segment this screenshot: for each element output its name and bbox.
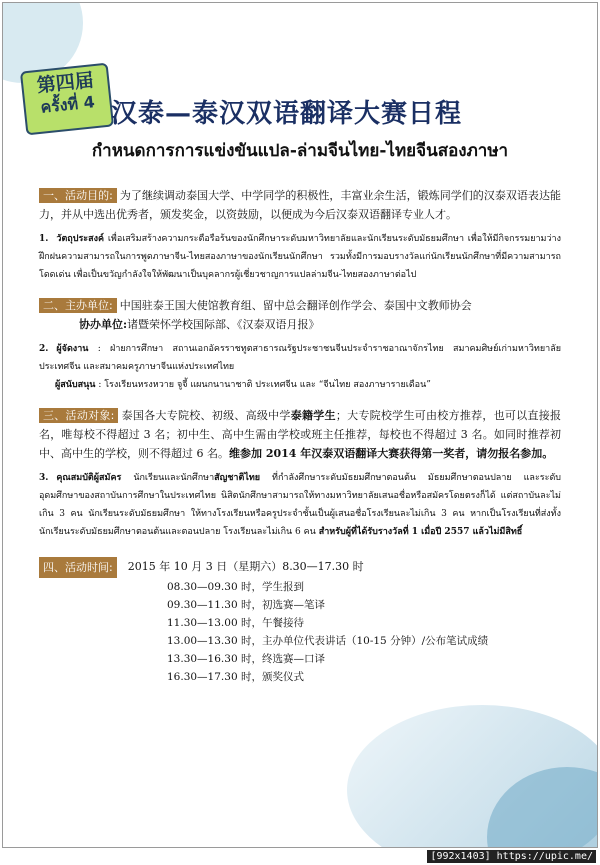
section-participants-zh	[39, 406, 561, 463]
section-label-schedule: 四、活动时间:	[39, 557, 117, 578]
participants-text-a: 泰国各大专院校、初级、高级中学	[121, 409, 291, 422]
section-participants-th	[39, 469, 561, 541]
section-label-participants: 三、活动对象:	[39, 408, 118, 423]
th-heading-eligibility: คุณสมบัติผู้สมัคร	[56, 473, 122, 483]
item-number: 3.	[39, 473, 49, 483]
watermark: [992x1403] https://upic.me/	[427, 850, 596, 863]
th-heading-organizer: ผู้จัดงาน	[56, 344, 89, 354]
co-organizer-label: 协办单位:	[79, 318, 128, 331]
section-organizer-th	[39, 340, 561, 376]
th-heading-purpose: วัตถุประสงค์	[56, 234, 105, 244]
schedule-item: 13.30—16.30 时，终选赛—口译	[167, 653, 325, 665]
th-text-purpose: เพื่อเสริมสร้างความกระตือรือร้นของนักศึกษาระดับมหาวิทยาลัยและนักเรียนระดับมัธยมศึกษา เพื่อให้มีกิจกรรมยามว่าง ฝึกฝนความสามารถในการพูดภาษาจีน-ไทยสองภาษาของนักเรียนนักศึกษา รวมทั้งมีการมอบรางวัลแก่นักเรียนนักศึกษาที่มีความสามารถโดดเด่น เพื่อเป็นขวัญกำลังใจให้พัฒนาเป็นบุคลากรผู้เชี่ยวชาญการแปลล่ามจีน-ไทยสองภาษาต่อไป	[39, 234, 561, 280]
participants-text-c: ；大专院校学生可由校方推荐，也可以直接报名，唯每校不得超过 3 名；初中生、高中生需由学校或班主任推荐，每校也不得超过 3 名。如同时推荐初中、高中生的学校，则不得超过 6 名。	[39, 409, 561, 460]
section-supporter-th	[39, 376, 561, 394]
program-content	[39, 186, 561, 686]
organizer-text: 中国驻泰王国大使馆教育组、留中总会翻译创作学会、泰国中文教师协会	[119, 299, 472, 312]
schedule-date: 2015 年 10 月 3 日（星期六）8.30—17.30 时	[127, 560, 364, 573]
schedule-item: 16.30—17.30 时，颁奖仪式	[167, 671, 304, 683]
co-organizer-text: 诸暨荣怀学校国际部、《汉泰双语月报》	[127, 318, 320, 331]
participants-text-d: 维参加 2014 年汉泰双语翻译大赛获得第一奖者，请勿报名参加。	[229, 447, 554, 460]
co-organizer-zh	[39, 315, 561, 334]
section-purpose-th	[39, 230, 561, 284]
edition-badge-th: ครั้งที่ 4	[39, 92, 96, 117]
section-purpose-text: 为了继续调动泰国大学、中学同学的积极性，丰富业余生活，锻炼同学们的汉泰双语表达能力，并从中选出优秀者，颁发奖金，以资鼓励，以便成为今后汉泰双语翻译专业人才。	[39, 189, 561, 221]
th-text-eligibility-b: สัญชาติไทย	[214, 473, 261, 483]
item-number: 1.	[39, 234, 49, 244]
schedule-item: 08.30—09.30 时，学生报到	[167, 581, 304, 593]
schedule-list	[39, 578, 561, 686]
th-text-eligibility-c: ที่กำลังศึกษาระดับมัธยมศึกษาตอนต้น มัธยมศึกษาตอนปลาย และระดับอุดมศึกษาของสถาบันการศึกษาในประเทศไทย นิสิตนักศึกษาสามารถให้ทางมหาวิทยาลัยเสนอชื่อหรือสมัครโดยตรงก็ได้ แต่สถาบันละไม่เกิน 3 คน นักเรียนระดับมัธยมศึกษา ให้ทางโรงเรียนหรือครูประจำชั้นเป็นผู้เสนอชื่อโรงเรียนละไม่เกิน 3 คน หากเป็นโรงเรียนที่ส่งทั้งนักเรียนระดับมัธยมศึกษาตอนต้นและตอนปลาย โรงเรียนละไม่เกิน 6 คน	[39, 473, 561, 537]
section-organizer-zh	[39, 296, 561, 315]
th-text-organizer: : ฝ่ายการศึกษา สถานเอกอัครราชทูตสาธารณรัฐประชาชนจีนประจำราชอาณาจักรไทย สมาคมศิษย์เก่ามหาวิทยาลัยประเทศจีน และสมาคมครูภาษาจีนแห่งประเทศไทย	[39, 344, 561, 372]
page-title-zh: 汉泰—泰汉双语翻译大赛日程	[111, 99, 463, 129]
th-heading-supporter: ผู้สนับสนุน	[55, 380, 96, 390]
section-label-purpose: 一、活动目的:	[39, 188, 117, 203]
section-schedule-header	[39, 557, 561, 578]
schedule-item: 11.30—13.00 时，午餐接待	[167, 617, 304, 629]
schedule-item: 13.00—13.30 时，主办单位代表讲话（10-15 分钟）/公布笔试成绩	[167, 635, 489, 647]
edition-badge	[20, 63, 114, 136]
th-text-eligibility-d: สำหรับผู้ที่ได้รับรางวัลที่ 1 เมื่อปี 2557 แล้วไม่มีสิทธิ์	[318, 527, 523, 537]
section-purpose-zh	[39, 186, 561, 224]
schedule-item: 09.30—11.30 时，初选赛—笔译	[167, 599, 325, 611]
page-title-th: กำหนดการการแข่งขันแปล-ล่ามจีนไทย-ไทยจีนสองภาษา	[91, 141, 509, 161]
program-page	[2, 2, 598, 848]
participants-text-b: 泰籍学生	[290, 409, 336, 422]
edition-badge-zh: 第四届	[35, 69, 95, 98]
item-number: 2.	[39, 344, 49, 354]
section-label-organizer: 二、主办单位:	[39, 298, 117, 313]
th-text-supporter: : โรงเรียนหรงหวาย จูจี้ แผนกนานาชาติ ประเทศจีน และ “จีนไทย สองภาษารายเดือน”	[98, 380, 431, 390]
th-text-eligibility-a: นักเรียนและนักศึกษา	[133, 473, 215, 483]
